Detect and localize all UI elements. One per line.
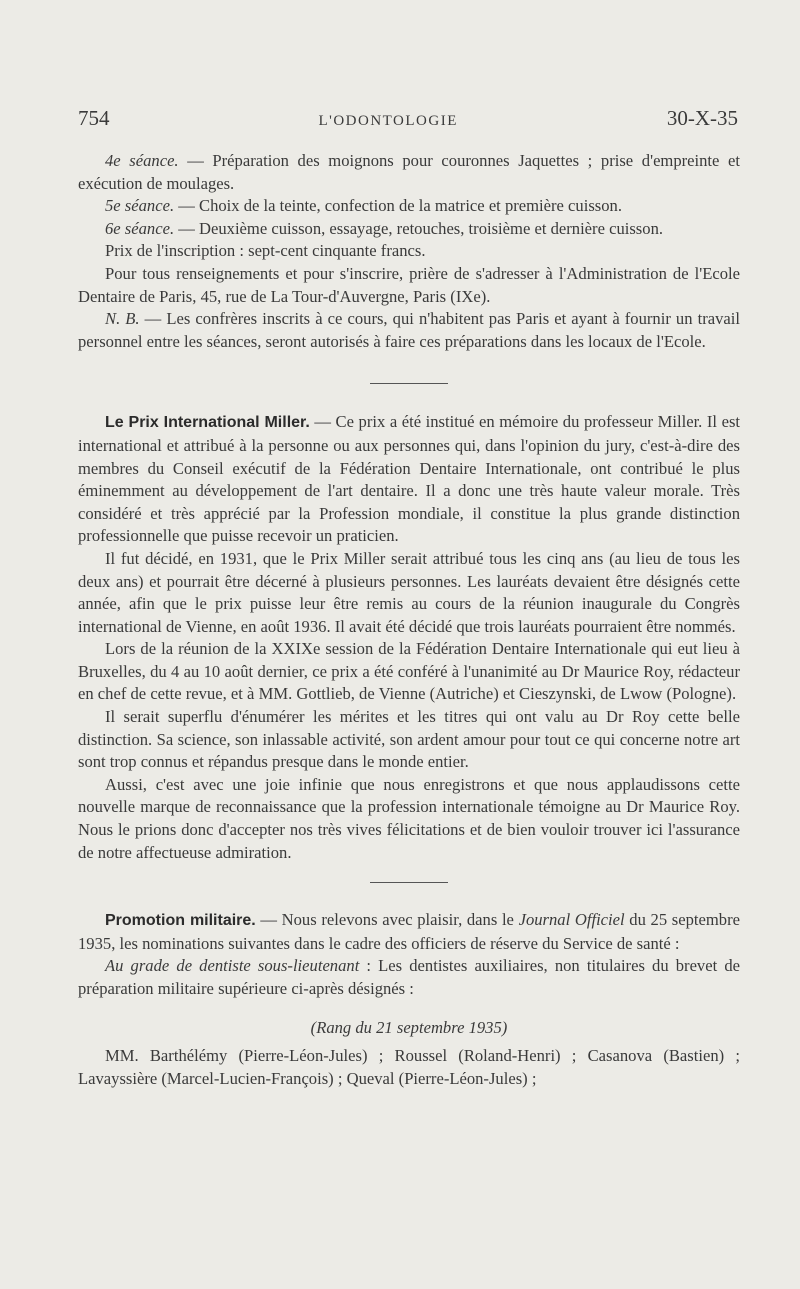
session-label: 5e séance.	[105, 196, 175, 216]
journal-officiel: Journal Officiel	[518, 910, 625, 930]
article-body	[78, 150, 740, 1090]
inscription-price: Prix de l'inscription : sept-cent cinquante francs.	[105, 241, 426, 261]
miller-paragraph-3: Lors de la réunion de la XXIXe session de la Fédération Dentaire Internationale qui eut lieu à Bruxelles, du 4 au 10 août dernier, ce prix a été conféré à l'unanimité au Dr Maurice Roy, rédacteur en chef de cette revue, et à MM. Gottlieb, de Vienne (Autriche) et Cieszynski, de Lwow (Pologne).	[78, 639, 740, 704]
miller-paragraph-5: Aussi, c'est avec une joie infinie que nous enregistrons et que nous applaudissons cette nouvelle marque de reconnaissance que la profession internationale témoigne au Dr Maurice Roy. Nous le prions donc d'accepter nos très vives félicitations et de bien vouloir trouver ici l'assurance de notre affectueuse admiration.	[78, 774, 740, 862]
miller-paragraph-2: Il fut décidé, en 1931, que le Prix Miller serait attribué tous les cinq ans (au lieu de tous les deux ans) et pourrait être décerné à plusieurs personnes. Les lauréats devaient être désignés cette année, afin que le prix puisse leur être remis au cours de la réunion inaugurale du Congrès international de Vienne, en août 1936. Il avait été décidé que trois lauréats pourraient être nommés.	[78, 548, 740, 636]
session-label: 4e séance.	[105, 151, 179, 170]
miller-paragraph-4: Il serait superflu d'énumérer les mérites et les titres qui ont valu au Dr Roy cette belle distinction. Sa science, son inlassable activité, son ardent amour pour tout ce qui concerne notre art sont trop connus et répandus presque dans le monde entier.	[78, 707, 740, 772]
grade-label: Au grade de dentiste sous-lieutenant	[105, 956, 360, 976]
miller-heading: Le Prix International Miller.	[105, 414, 310, 432]
rank-date: (Rang du 21 septembre 1935)	[310, 1017, 508, 1037]
nota-bene: N. B. — Les confrères inscrits à ce cours, qui n'habitent pas Paris et ayant à fournir un travail personnel entre les séances, seront autorisés à faire ces préparations dans les locaux de l'Ecole.	[78, 309, 740, 351]
names-list: MM. Barthélémy (Pierre-Léon-Jules) ; Roussel (Roland-Henri) ; Casanova (Bastien) ; Lavayssière (Marcel-Lucien-François) ; Queval (Pierre-Léon-Jules) ;	[78, 1046, 740, 1088]
promotion-paragraph-2: Au grade de dentiste sous-lieutenant : Les dentistes auxiliaires, non titulaires du brevet de préparation militaire supérieure ci-après désignés :	[78, 956, 740, 998]
section-divider	[370, 383, 448, 384]
session-5: 5e séance. — Choix de la teinte, confection de la matrice et première cuisson.	[105, 196, 622, 216]
page-number: 754	[78, 106, 110, 130]
session-6: 6e séance. — Deuxième cuisson, essayage, retouches, troisième et dernière cuisson.	[105, 218, 664, 238]
page-header	[78, 106, 738, 138]
session-label: 6e séance.	[105, 218, 175, 238]
journal-title: L'ODONTOLOGIE	[318, 113, 458, 129]
promotion-heading: Promotion militaire.	[105, 912, 256, 930]
section-divider	[370, 882, 448, 883]
inscription-info: Pour tous renseignements et pour s'inscrire, prière de s'adresser à l'Administration de l'Ecole Dentaire de Paris, 45, rue de La Tour-d'Auvergne, Paris (IXe).	[78, 263, 740, 306]
session-4: 4e séance. — Préparation des moignons pour couronnes Jaquettes ; prise d'empreinte et exécution de moulages.	[78, 151, 741, 193]
miller-paragraph-1: Le Prix International Miller. — Ce prix a été institué en mémoire du professeur Miller. Il est international et attribué à la personne ou aux personnes qui, dans l'opinion du jury, c'est-à-dire des membres du Conseil exécutif de la Fédération Dentaire Internationale, ont contribué le plus éminemment au développement de l'art dentaire. Il a donc une très haute valeur morale. Très considéré et très apprécié par la Profession mondiale, il constitue la plus grande distinction professionnelle que puisse recevoir un praticien.	[78, 412, 741, 546]
promotion-paragraph-1: Promotion militaire. — Nous relevons avec plaisir, dans le Journal Officiel du 25 septembre 1935, les nominations suivantes dans le cadre des officiers de réserve du Service de santé :	[78, 910, 740, 953]
issue-date: 30-X-35	[666, 106, 738, 130]
